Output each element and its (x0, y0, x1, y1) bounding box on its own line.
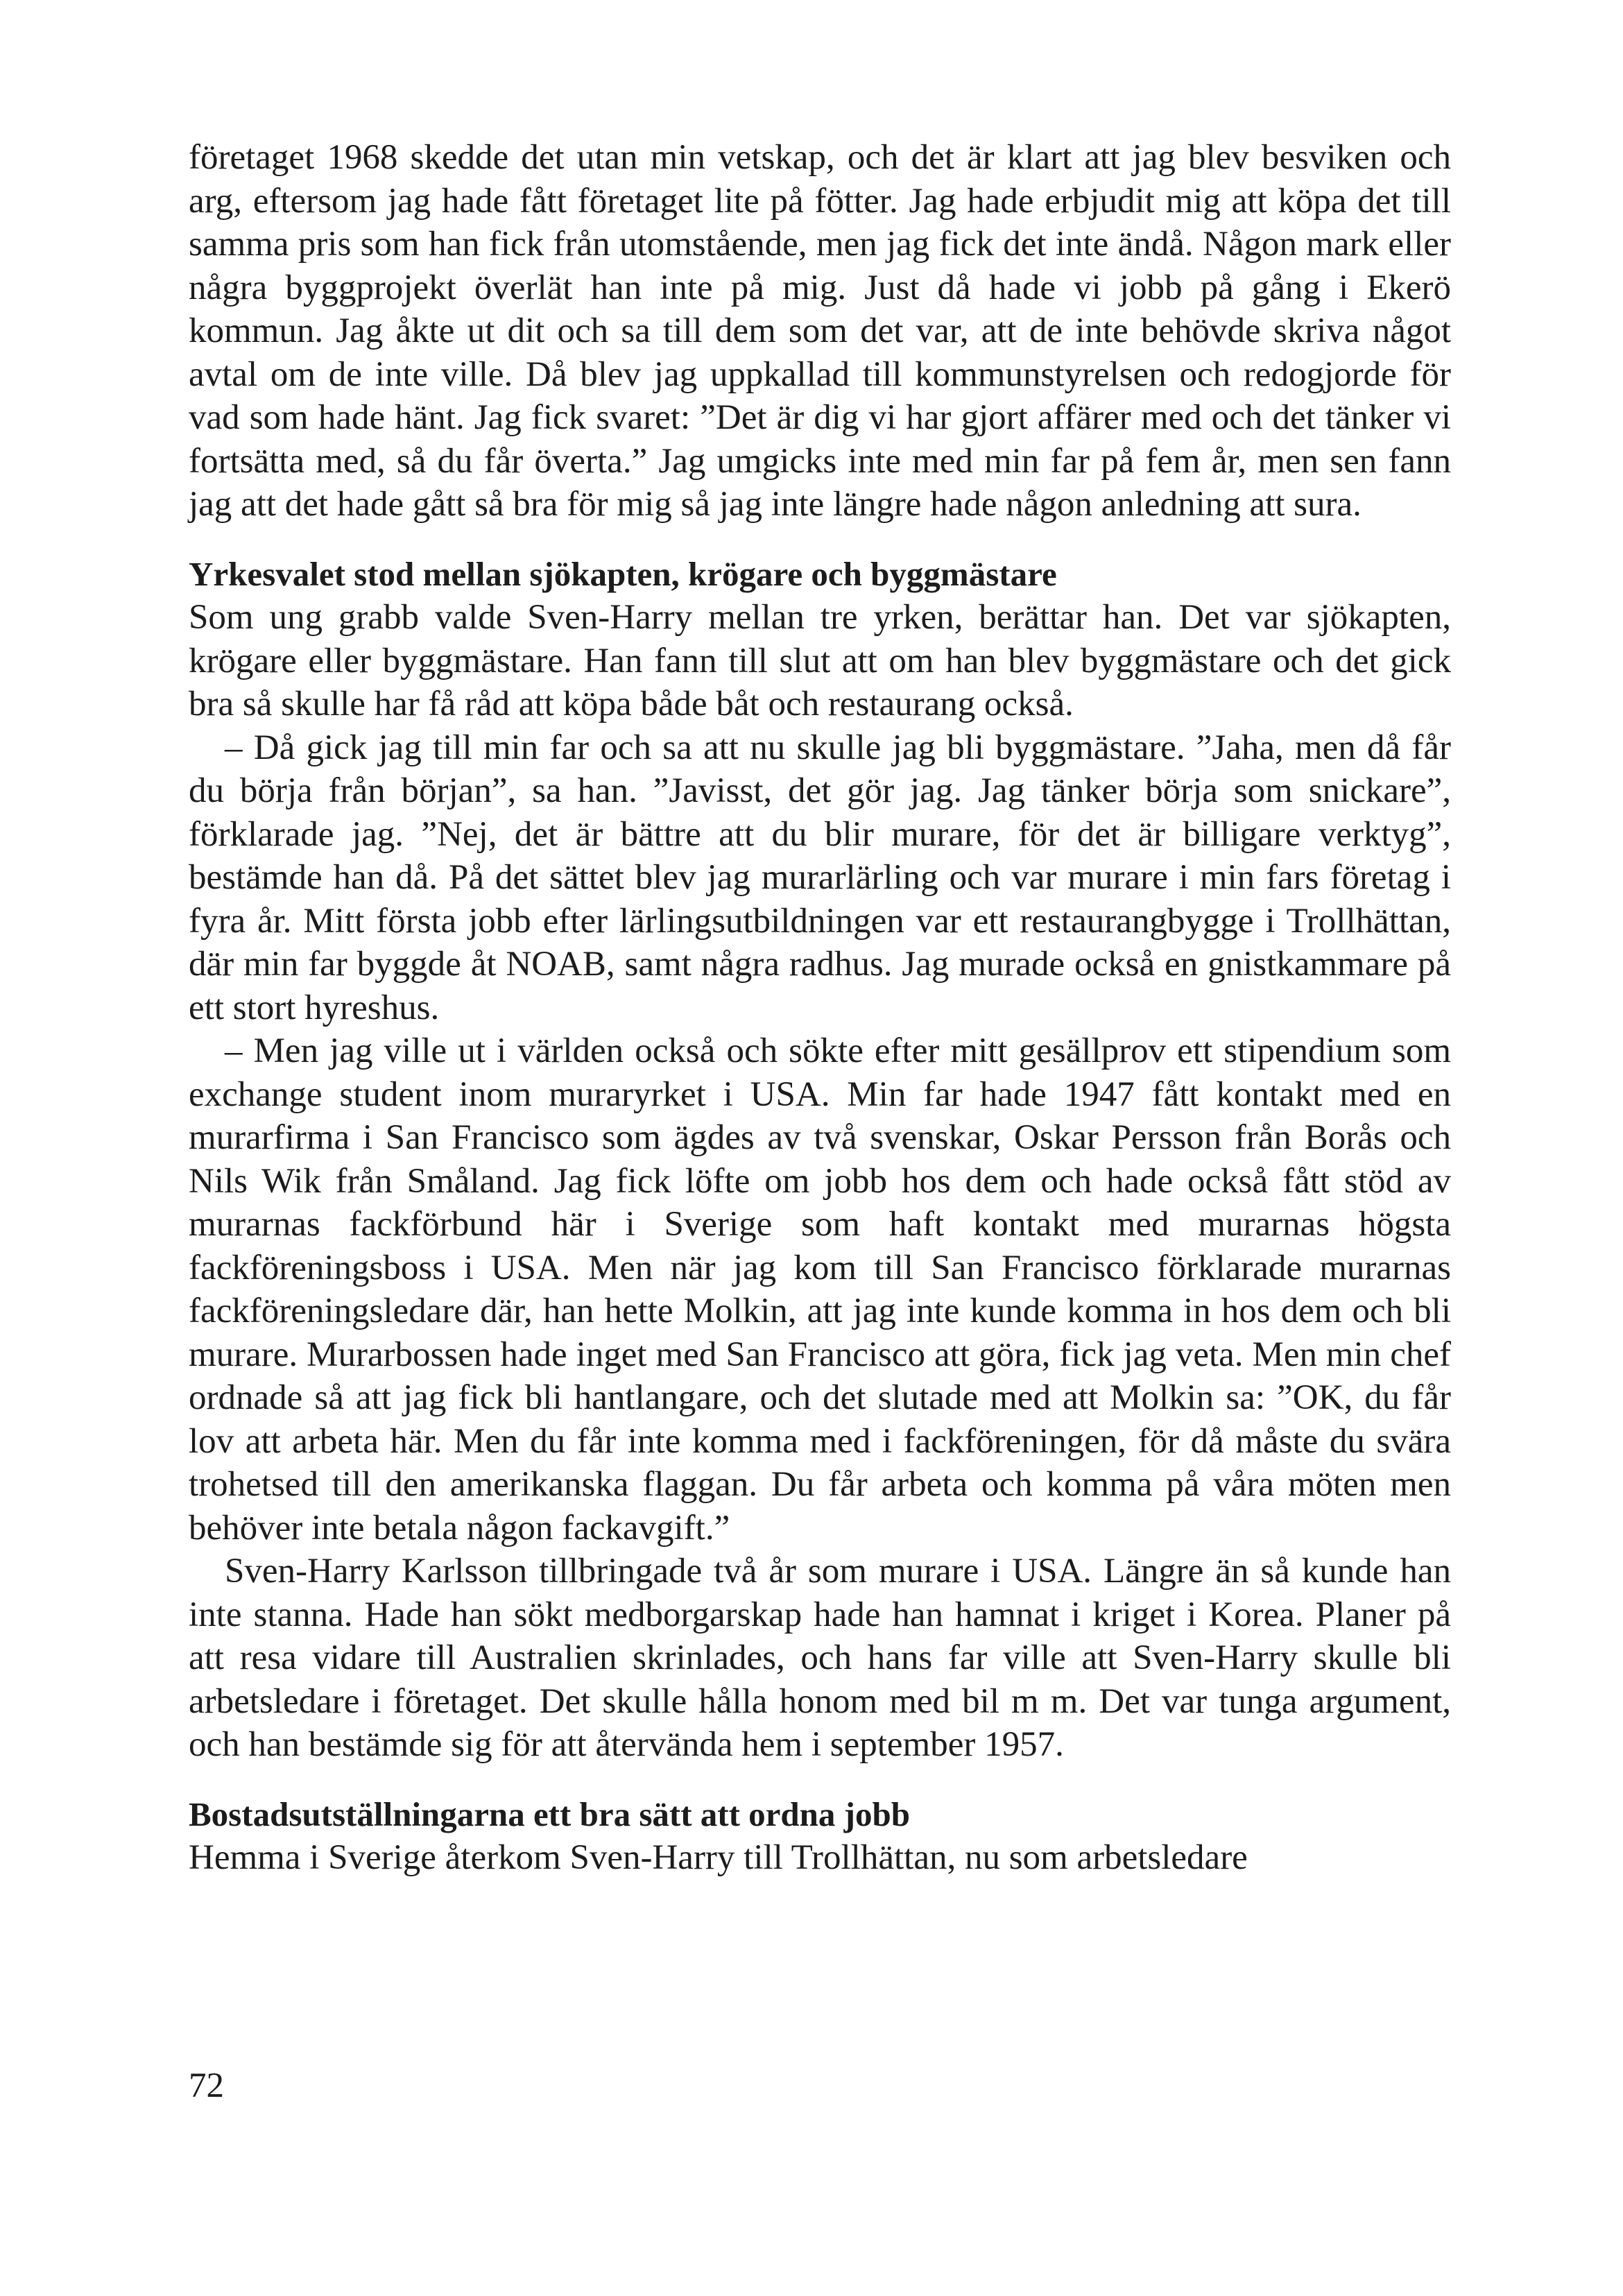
section-1-paragraph-1: Som ung grabb valde Sven-Harry mellan tre yrken, berättar han. Det var sjökapten, krögare eller byggmästare. Han fann till slut att om han blev byggmästare och det gick bra så skulle har få råd att köpa både båt och restaurang också. (189, 598, 1451, 723)
page-number: 72 (189, 2066, 224, 2105)
section-1-paragraph-4: Sven-Harry Karlsson tillbringade två år som murare i USA. Längre än så kunde han inte stanna. Hade han sökt medborgarskap hade han hamnat i kriget i Korea. Planer på att resa vidare till Australien skrinlades, och hans far ville att Sven-Harry skulle bli arbetsledare i företaget. Det skulle hålla honom med bil m m. Det var tunga argument, och han bestämde sig för att återvända hem i september 1957. (189, 1552, 1451, 1764)
section-heading-yrkesvalet: Yrkesvalet stod mellan sjökapten, krögare och byggmästare (189, 554, 1057, 593)
intro-paragraph: företaget 1968 skedde det utan min vetskap, och det är klart att jag blev besviken och arg, eftersom jag hade fått företaget lite på fötter. Jag hade erbjudit mig att köpa det till samma pris som han fick från utomstående, men jag fick det inte ändå. Någon mark eller några byggprojekt överlät han inte på mig. Just då hade vi jobb på gång i Ekerö kommun. Jag åkte ut dit och sa till dem som det var, att de inte behövde skriva något avtal om de inte ville. Då blev jag uppkallad till kommunstyrelsen och redogjorde för vad som hade hänt. Jag fick svaret: ”Det är dig vi har gjort affärer med och det tänker vi fortsätta med, så du får överta.” Jag umgicks inte med min far på fem år, men sen fann jag att det hade gått så bra för mig så jag inte längre hade någon anledning att sura. (189, 138, 1451, 524)
section-spacer (189, 526, 1451, 553)
section-heading-bostadsutstallningarna: Bostadsutställningarna ett bra sätt att ordna jobb (189, 1794, 910, 1833)
section-2-paragraph-1: Hemma i Sverige återkom Sven-Harry till Trollhättan, nu som arbetsledare (189, 1838, 1248, 1877)
section-1-paragraph-2: – Då gick jag till min far och sa att nu skulle jag bli byggmästare. ”Jaha, men då får du börja från början”, sa han. ”Javisst, det gör jag. Jag tänker börja som snickare”, förklarade jag. ”Nej, det är bättre att du blir murare, för det är billigare verktyg”, bestämde han då. På det sättet blev jag murarlärling och var murare i min fars företag i fyra år. Mitt första jobb efter lärlingsutbildningen var ett restaurangbygge i Trollhättan, där min far byggde åt NOAB, samt några radhus. Jag murade också en gnistkammare på ett stort hyreshus. (189, 728, 1451, 1027)
page-body (189, 136, 1451, 1880)
section-1-paragraph-3: – Men jag ville ut i världen också och sökte efter mitt gesällprov ett stipendium som exchange student inom muraryrket i USA. Min far hade 1947 fått kontakt med en murarfirma i San Francisco som ägdes av två svenskar, Oskar Persson från Borås och Nils Wik från Småland. Jag fick löfte om jobb hos dem och hade också fått stöd av murarnas fackförbund här i Sverige som haft kontakt med murarnas högsta fackföreningsboss i USA. Men när jag kom till San Francisco förklarade murarnas fackföreningsledare där, han hette Molkin, att jag inte kunde komma in hos dem och bli murare. Murarbossen hade inget med San Francisco att göra, fick jag veta. Men min chef ordnade så att jag fick bli hantlangare, och det slutade med att Molkin sa: ”OK, du får lov att arbeta här. Men du får inte komma med i fackföreningen, för då måste du svära trohetsed till den amerikanska flaggan. Du får arbeta och komma på våra möten men behöver inte betala någon fackavgift.” (189, 1031, 1451, 1548)
section-spacer (189, 1767, 1451, 1793)
